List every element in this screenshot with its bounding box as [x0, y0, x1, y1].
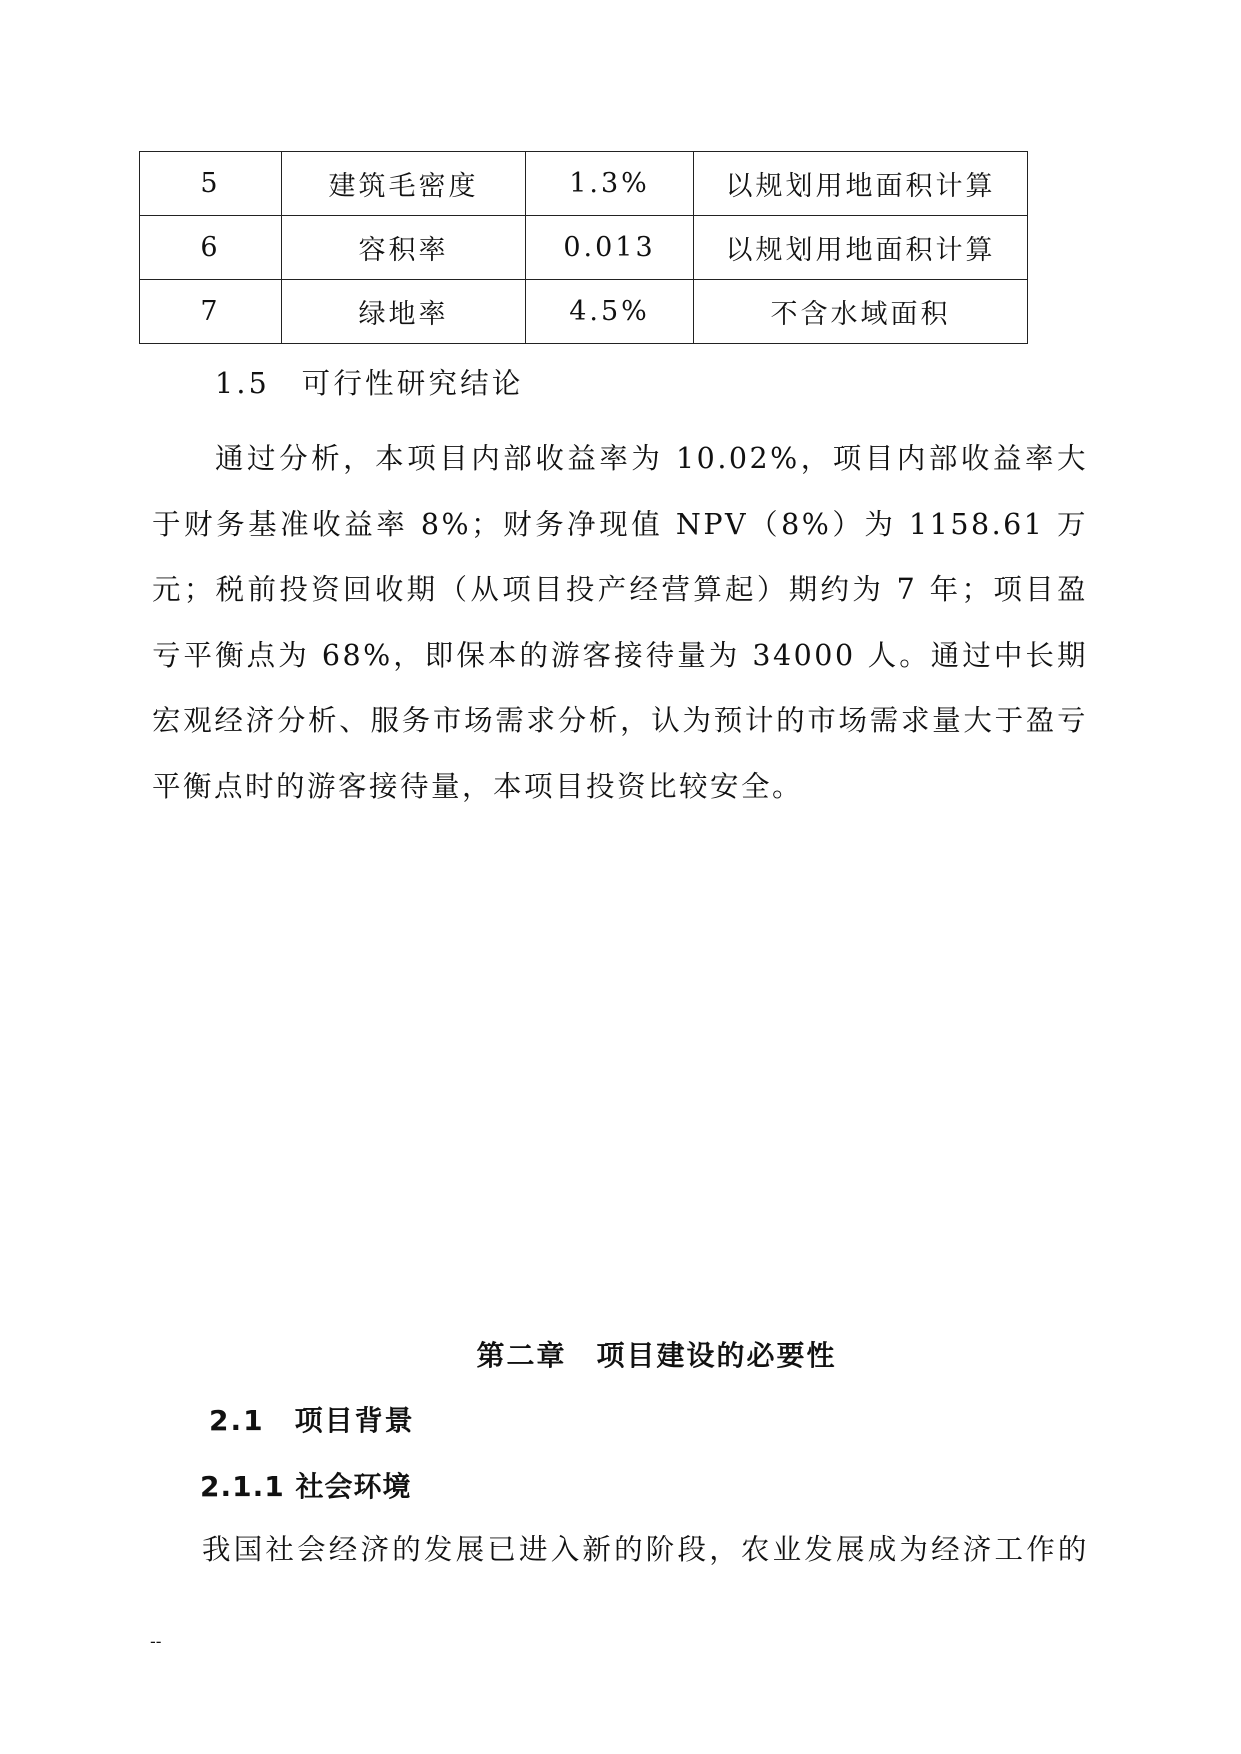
table-row — [140, 280, 1028, 344]
row-item: 建筑毛密度 — [282, 152, 526, 216]
row-value: 1.3% — [526, 152, 694, 216]
conclusion-paragraph — [152, 426, 1088, 820]
section-heading-1-5: 1.5 可行性研究结论 — [215, 367, 524, 400]
section-heading-2-1-1: 2.1.1 社会环境 — [200, 1470, 412, 1503]
row-item: 绿地率 — [282, 280, 526, 344]
indicator-table — [139, 151, 1028, 344]
row-number: 7 — [140, 280, 282, 344]
row-item: 容积率 — [282, 216, 526, 280]
row-number: 5 — [140, 152, 282, 216]
conclusion-text: 通过分析，本项目内部收益率为 10.02%，项目内部收益率大于财务基准收益率 8%；财务净现值 NPV（8%）为 1158.61 万元；税前投资回收期（从项目投产经营算起）期约为 7 年；项目盈亏平衡点为 68%，即保本的游客接待量为 34000 人。通过中长期宏观经济分析、服务市场需求分析，认为预计的市场需求量大于盈亏平衡点时的游客接待量，本项目投资比较安全。 — [152, 442, 1088, 803]
table-row — [140, 216, 1028, 280]
footer-mark: -- — [150, 1632, 162, 1651]
row-note: 不含水域面积 — [694, 280, 1028, 344]
chapter-title: 第二章 项目建设的必要性 — [476, 1339, 837, 1372]
row-number: 6 — [140, 216, 282, 280]
row-value: 0.013 — [526, 216, 694, 280]
table-row — [140, 152, 1028, 216]
section-heading-2-1: 2.1 项目背景 — [209, 1404, 415, 1437]
row-note: 以规划用地面积计算 — [694, 152, 1028, 216]
body-paragraph: 我国社会经济的发展已进入新的阶段，农业发展成为经济工作的 — [202, 1533, 1090, 1566]
row-value: 4.5% — [526, 280, 694, 344]
row-note: 以规划用地面积计算 — [694, 216, 1028, 280]
